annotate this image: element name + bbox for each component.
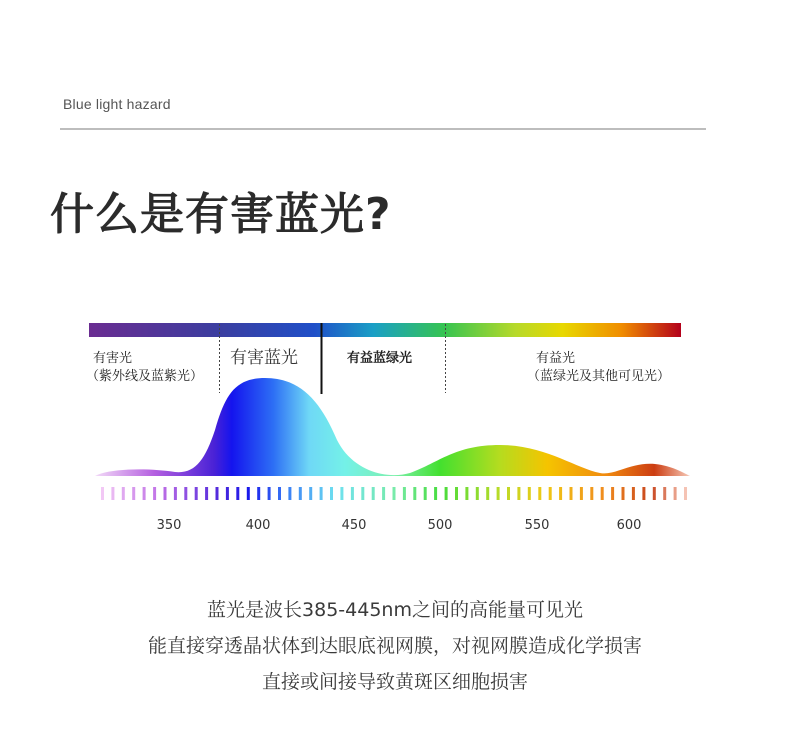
- axis-tick-mark: [174, 487, 177, 500]
- axis-label-450: 450: [341, 518, 367, 533]
- axis-tick-mark: [413, 487, 416, 500]
- region-sublabel-beneficial: （蓝绿光及其他可见光）: [527, 369, 671, 384]
- section-subtitle: Blue light hazard: [63, 96, 171, 112]
- axis-tick-mark: [424, 487, 427, 500]
- axis-tick-mark: [674, 487, 677, 500]
- axis-tick-mark: [486, 487, 489, 500]
- axis-tick-mark: [288, 487, 291, 500]
- axis-tick-mark: [361, 487, 364, 500]
- axis-tick-mark: [653, 487, 656, 500]
- axis-tick-mark: [570, 487, 573, 500]
- region-label-beneficial-blue-green: 有益蓝绿光: [347, 351, 413, 366]
- axis-tick-mark: [257, 487, 260, 500]
- axis-tick-mark: [601, 487, 604, 500]
- axis-tick-mark: [330, 487, 333, 500]
- axis-tick-mark: [611, 487, 614, 500]
- spectrum-bar: [89, 323, 681, 337]
- axis-tick-mark: [101, 487, 104, 500]
- axis-label-350: 350: [156, 518, 182, 533]
- region-sublabel-harmful: （紫外线及蓝紫光）: [86, 369, 204, 384]
- axis-tick-mark: [309, 487, 312, 500]
- axis-tick-mark: [320, 487, 323, 500]
- region-label-beneficial: 有益光: [536, 351, 576, 366]
- description-line-2: 能直接穿透晶状体到达眼底视网膜，对视网膜造成化学损害: [147, 635, 642, 657]
- description-line-3: 直接或间接导致黄斑区细胞损害: [261, 671, 528, 693]
- axis-tick-mark: [632, 487, 635, 500]
- axis-tick-mark: [205, 487, 208, 500]
- axis-tick-mark: [164, 487, 167, 500]
- axis-tick-mark: [590, 487, 593, 500]
- axis-tick-mark: [559, 487, 562, 500]
- axis-tick-mark: [663, 487, 666, 500]
- region-label-harmful: 有害光: [93, 351, 133, 366]
- axis-tick-mark: [153, 487, 156, 500]
- axis-tick-mark: [299, 487, 302, 500]
- axis-tick-mark: [476, 487, 479, 500]
- axis-tick-mark: [132, 487, 135, 500]
- axis-tick-mark: [445, 487, 448, 500]
- axis-tick-mark: [111, 487, 114, 500]
- axis-tick-mark: [642, 487, 645, 500]
- axis-tick-mark: [403, 487, 406, 500]
- axis-tick-marks: [101, 487, 687, 500]
- axis-tick-mark: [372, 487, 375, 500]
- region-label-harmful-blue: 有害蓝光: [230, 348, 298, 368]
- axis-label-400: 400: [245, 518, 271, 533]
- axis-tick-mark: [247, 487, 250, 500]
- axis-tick-mark: [340, 487, 343, 500]
- page-title: 什么是有害蓝光?: [50, 189, 392, 240]
- axis-tick-mark: [507, 487, 510, 500]
- axis-tick-mark: [122, 487, 125, 500]
- axis-tick-mark: [465, 487, 468, 500]
- axis-tick-mark: [393, 487, 396, 500]
- axis-tick-mark: [184, 487, 187, 500]
- axis-tick-mark: [549, 487, 552, 500]
- axis-tick-mark: [351, 487, 354, 500]
- axis-tick-mark: [278, 487, 281, 500]
- axis-tick-mark: [236, 487, 239, 500]
- axis-label-550: 550: [524, 518, 550, 533]
- axis-tick-mark: [226, 487, 229, 500]
- axis-tick-mark: [622, 487, 625, 500]
- axis-tick-mark: [143, 487, 146, 500]
- axis-tick-mark: [538, 487, 541, 500]
- axis-tick-mark: [497, 487, 500, 500]
- axis-tick-mark: [684, 487, 687, 500]
- axis-tick-mark: [580, 487, 583, 500]
- axis-tick-mark: [517, 487, 520, 500]
- axis-tick-mark: [216, 487, 219, 500]
- axis-tick-mark: [455, 487, 458, 500]
- description-line-1: 蓝光是波长385-445nm之间的高能量可见光: [207, 599, 583, 621]
- axis-tick-mark: [268, 487, 271, 500]
- axis-tick-mark: [195, 487, 198, 500]
- axis-label-600: 600: [616, 518, 642, 533]
- axis-tick-mark: [382, 487, 385, 500]
- axis-tick-mark: [434, 487, 437, 500]
- spectral-intensity-curve: [95, 378, 690, 476]
- axis-tick-mark: [528, 487, 531, 500]
- axis-label-500: 500: [427, 518, 453, 533]
